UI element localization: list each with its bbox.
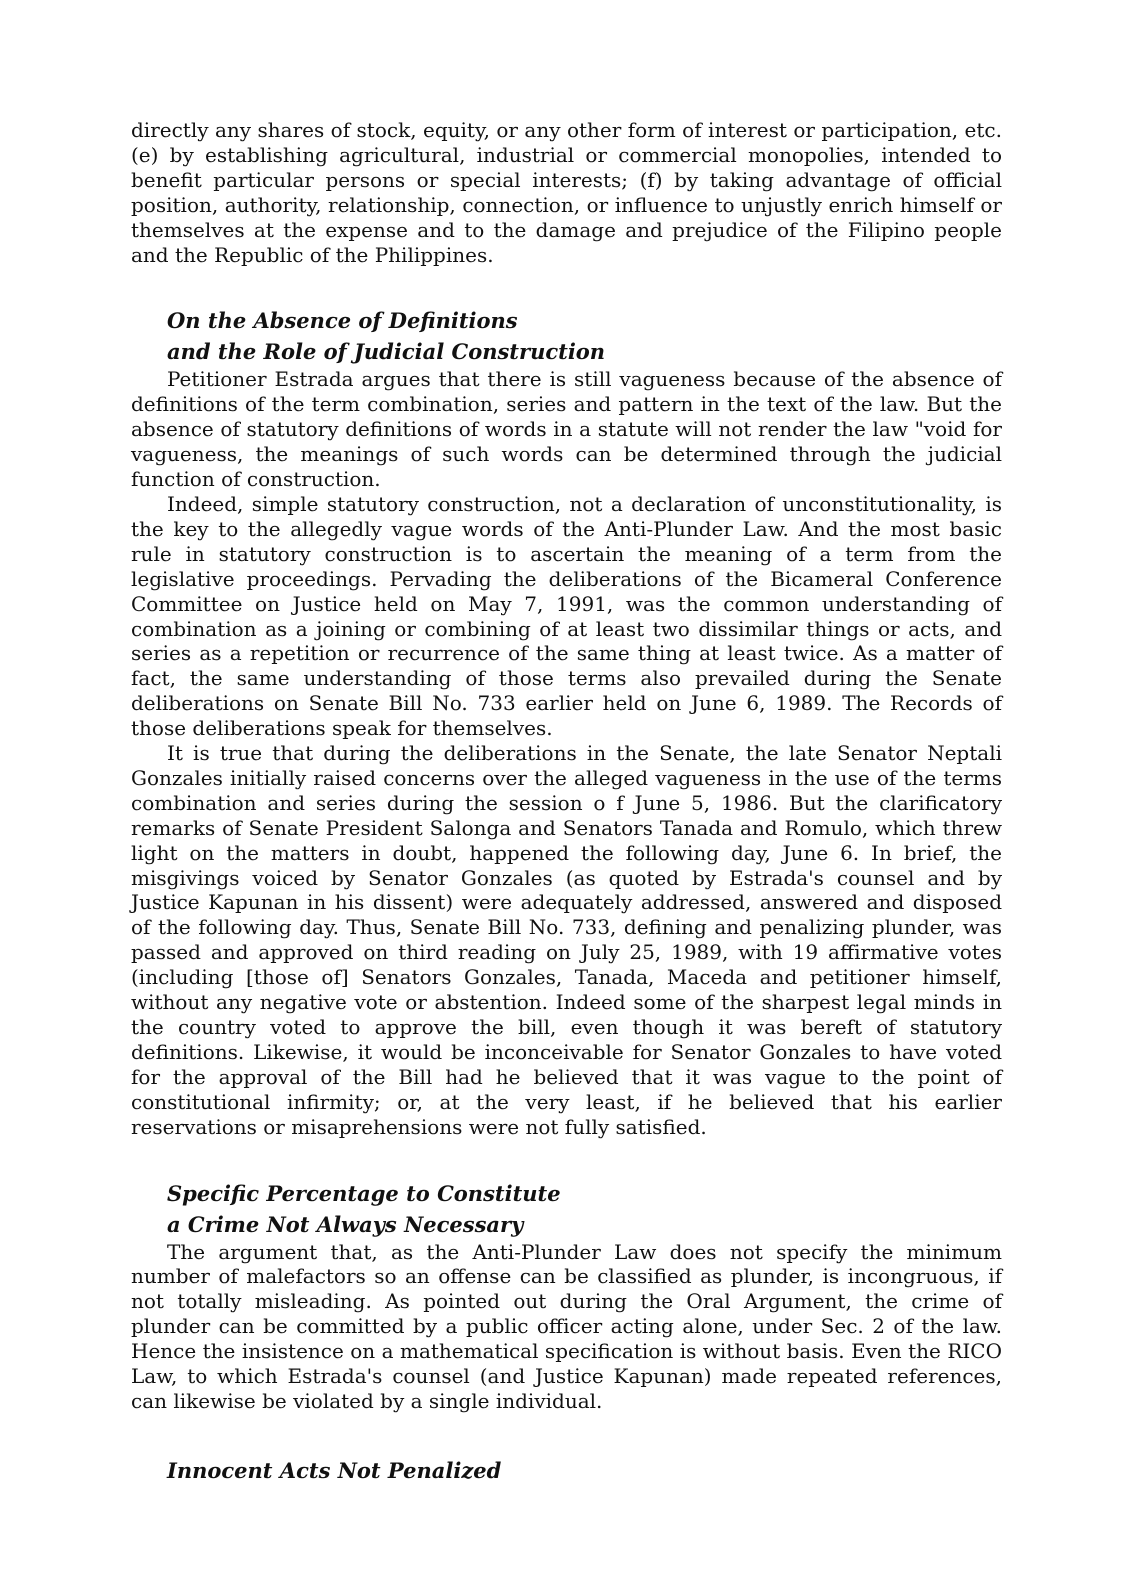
definitions-paragraph-2: Indeed, simple statutory construction, not a declaration of unconstitutionality, is the key to the allegedly vague words of the Anti-Plunder Law. And the most basic rule in statutory construction is to ascertain the meaning of a term from the legislative proceedings. Pervading the deliberations of the Bicameral Conference Committee on Justice held on May 7, 1991, was the common understanding of combination as a joining or combining of at least two dissimilar things or acts, and series as a repetition or recurrence of the same thing at least twice. As a matter of fact, the same understanding of those terms also prevailed during the Senate deliberations on Senate Bill No. 733 earlier held on June 6, 1989. The Records of those deliberations speak for themselves. bbox=[131, 491, 1002, 741]
percentage-heading-line1: Specific Percentage to Constitute bbox=[167, 1180, 561, 1206]
definitions-heading-line1: On the Absence of Definitions bbox=[167, 308, 518, 334]
definitions-paragraph-3: It is true that during the deliberations in the Senate, the late Senator Neptali Gonzales initially raised concerns over the alleged vagueness in the use of the terms combination and series during the session o f June 5, 1986. But the clarificatory remarks of Senate President Salonga and Senators Tanada and Romulo, which threw light on the matters in doubt, happened the following day, June 6. In brief, the misgivings voiced by Senator Gonzales (as quoted by Estrada's counsel and by Justice Kapunan in his dissent) were adequately addressed, answered and disposed of the following day. Thus, Senate Bill No. 733, defining and penalizing plunder, was passed and approved on third reading on July 25, 1989, with 19 affirmative votes (including [those of] Senators Gonzales, Tanada, Maceda and petitioner himself, without any negative vote or abstention. Indeed some of the sharpest legal minds in the country voted to approve the bill, even though it was bereft of statutory definitions. Likewise, it would be inconceivable for Senator Gonzales to have voted for the approval of the Bill had he believed that it was vague to the point of constitutional infirmity; or, at the very least, if he believed that his earlier reservations or misaprehensions were not fully satisfied. bbox=[131, 741, 1002, 1139]
definitions-paragraph-1: Petitioner Estrada argues that there is still vagueness because of the absence of definitions of the term combination, series and pattern in the text of the law. But the absence of statutory definitions of words in a statute will not render the law "void for vagueness, the meanings of such words can be determined through the judicial function of construction. bbox=[131, 367, 1002, 492]
section-spacer bbox=[131, 267, 1002, 305]
percentage-heading-line2: a Crime Not Always Necessary bbox=[167, 1211, 524, 1237]
section-spacer bbox=[131, 1140, 1002, 1178]
innocent-heading-line1: Innocent Acts Not Penalized bbox=[167, 1457, 502, 1483]
intro-paragraph: directly any shares of stock, equity, or any other form of interest or participation, etc. (e) by establishing agricultural, industrial or commercial monopolies, intended to benefit particular persons or special interests; (f) by taking advantage of official position, authority, relationship, connection, or influence to unjustly enrich himself or themselves at the expense and to the damage and prejudice of the Filipino people and the Republic of the Philippines. bbox=[131, 118, 1002, 267]
section-spacer bbox=[131, 1414, 1002, 1455]
document-page bbox=[131, 118, 1002, 1486]
definitions-heading-line2: and the Role of Judicial Construction bbox=[167, 339, 606, 365]
percentage-paragraph-1: The argument that, as the Anti-Plunder Law does not specify the minimum number of malefactors so an offense can be classified as plunder, is incongruous, if not totally misleading. As pointed out during the Oral Argument, the crime of plunder can be committed by a public officer acting alone, under Sec. 2 of the law. Hence the insistence on a mathematical specification is without basis. Even the RICO Law, to which Estrada's counsel (and Justice Kapunan) made repeated references, can likewise be violated by a single individual. bbox=[131, 1239, 1002, 1413]
